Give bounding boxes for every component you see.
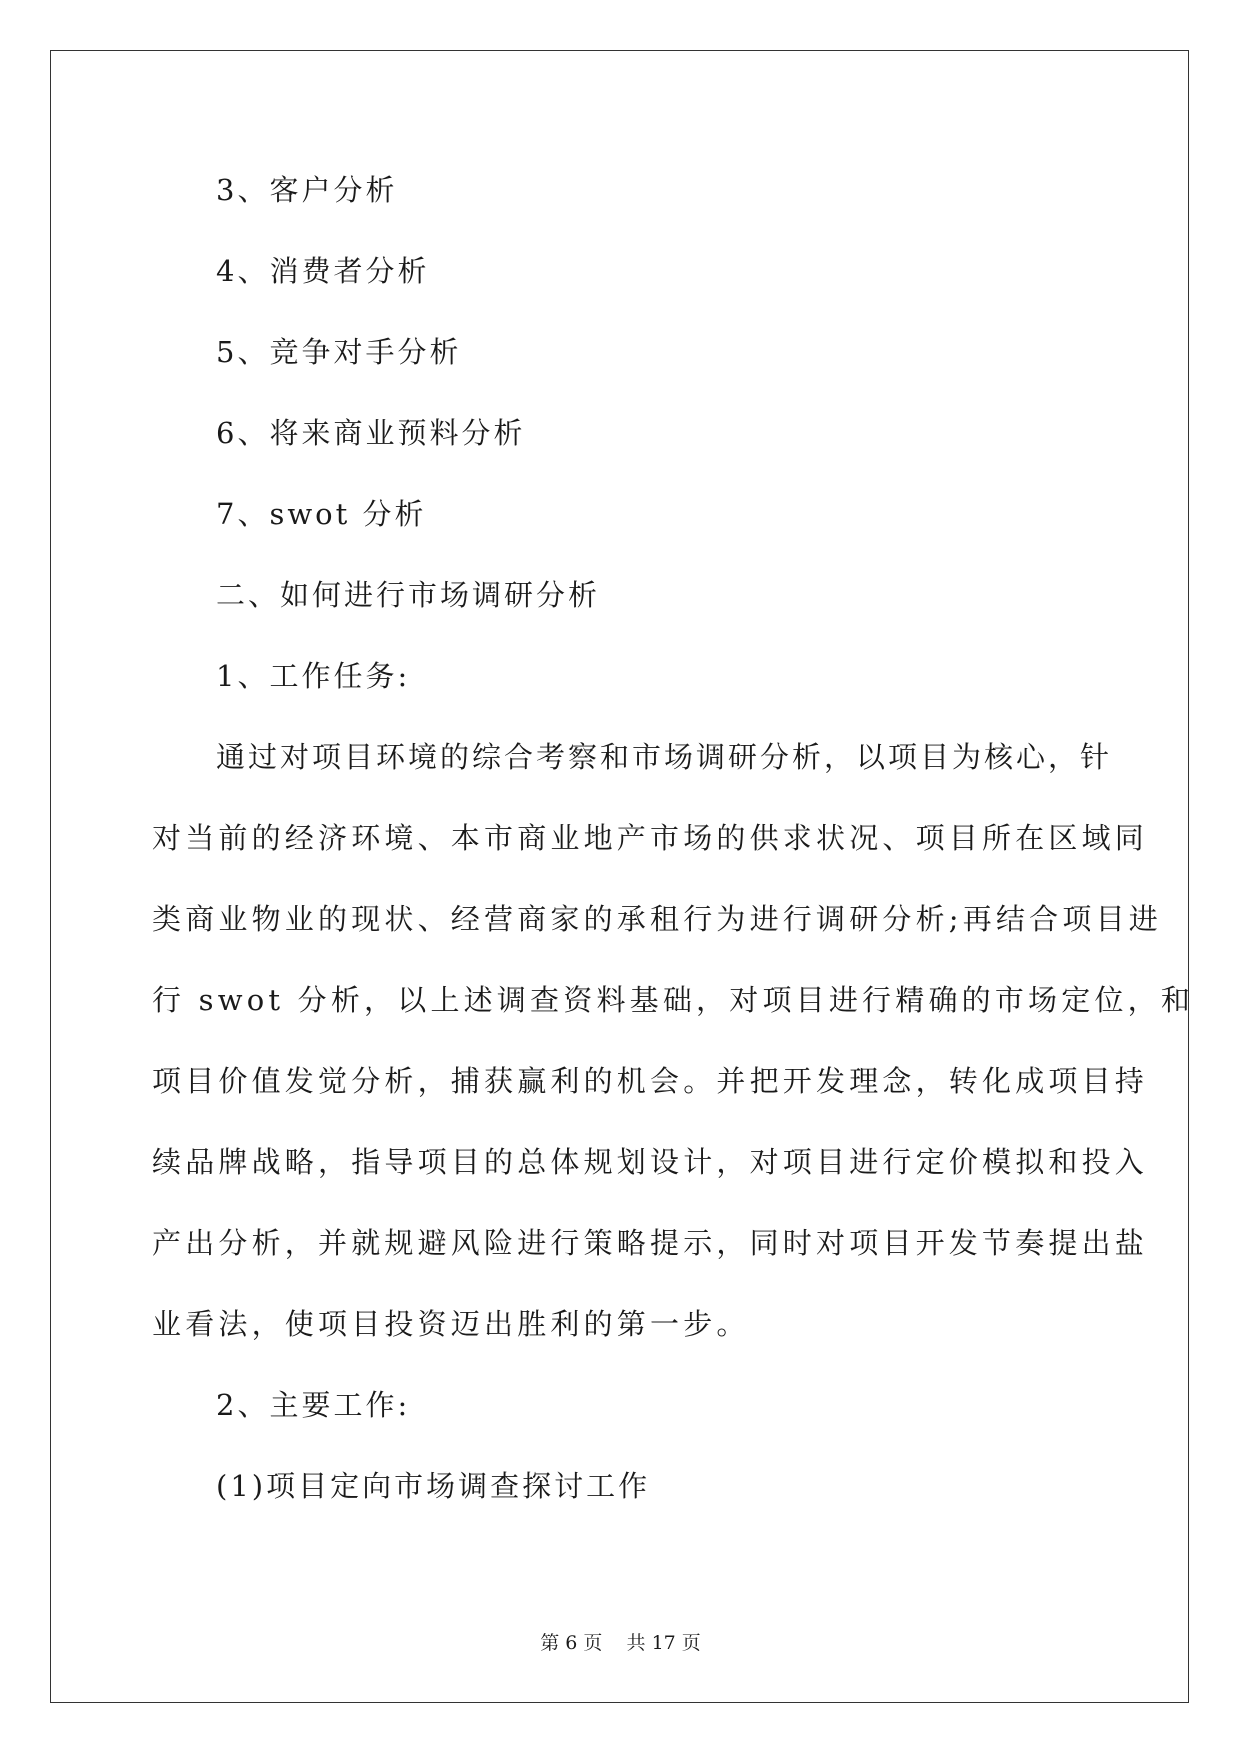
paragraph-line: 类商业物业的现状、经营商家的承租行为进行调研分析;再结合项目进 bbox=[152, 902, 1162, 936]
page-frame bbox=[50, 50, 1189, 1703]
paragraph-line: 行 swot 分析，以上述调查资料基础，对项目进行精确的市场定位，和 bbox=[152, 983, 1195, 1017]
paragraph-line: 续品牌战略，指导项目的总体规划设计，对项目进行定价模拟和投入 bbox=[152, 1145, 1149, 1179]
paragraph-line: 业看法，使项目投资迈出胜利的第一步。 bbox=[152, 1307, 750, 1341]
page-footer bbox=[0, 1631, 1241, 1655]
list-item-consumer-analysis: 4、消费者分析 bbox=[216, 254, 430, 288]
paragraph-line: 产出分析，并就规避风险进行策略提示，同时对项目开发节奏提出盐 bbox=[152, 1226, 1149, 1260]
page-number-label: 第 6 页 共 17 页 bbox=[540, 1632, 701, 1654]
list-item-forecast-analysis: 6、将来商业预料分析 bbox=[216, 416, 526, 450]
sub-item-market-research: (1)项目定向市场调查探讨工作 bbox=[216, 1469, 651, 1503]
section-heading: 二、如何进行市场调研分析 bbox=[216, 578, 601, 612]
main-work-heading: 2、主要工作: bbox=[216, 1388, 411, 1422]
list-item-competitor-analysis: 5、竞争对手分析 bbox=[216, 335, 462, 369]
paragraph-line: 对当前的经济环境、本市商业地产市场的供求状况、项目所在区域同 bbox=[152, 821, 1149, 855]
list-item-swot-analysis: 7、swot 分析 bbox=[216, 497, 427, 531]
paragraph-line: 通过对项目环境的综合考察和市场调研分析，以项目为核心，针 bbox=[216, 740, 1113, 774]
paragraph-line: 项目价值发觉分析，捕获赢利的机会。并把开发理念，转化成项目持 bbox=[152, 1064, 1149, 1098]
task-heading: 1、工作任务: bbox=[216, 659, 411, 693]
list-item-customer-analysis: 3、客户分析 bbox=[216, 173, 398, 207]
